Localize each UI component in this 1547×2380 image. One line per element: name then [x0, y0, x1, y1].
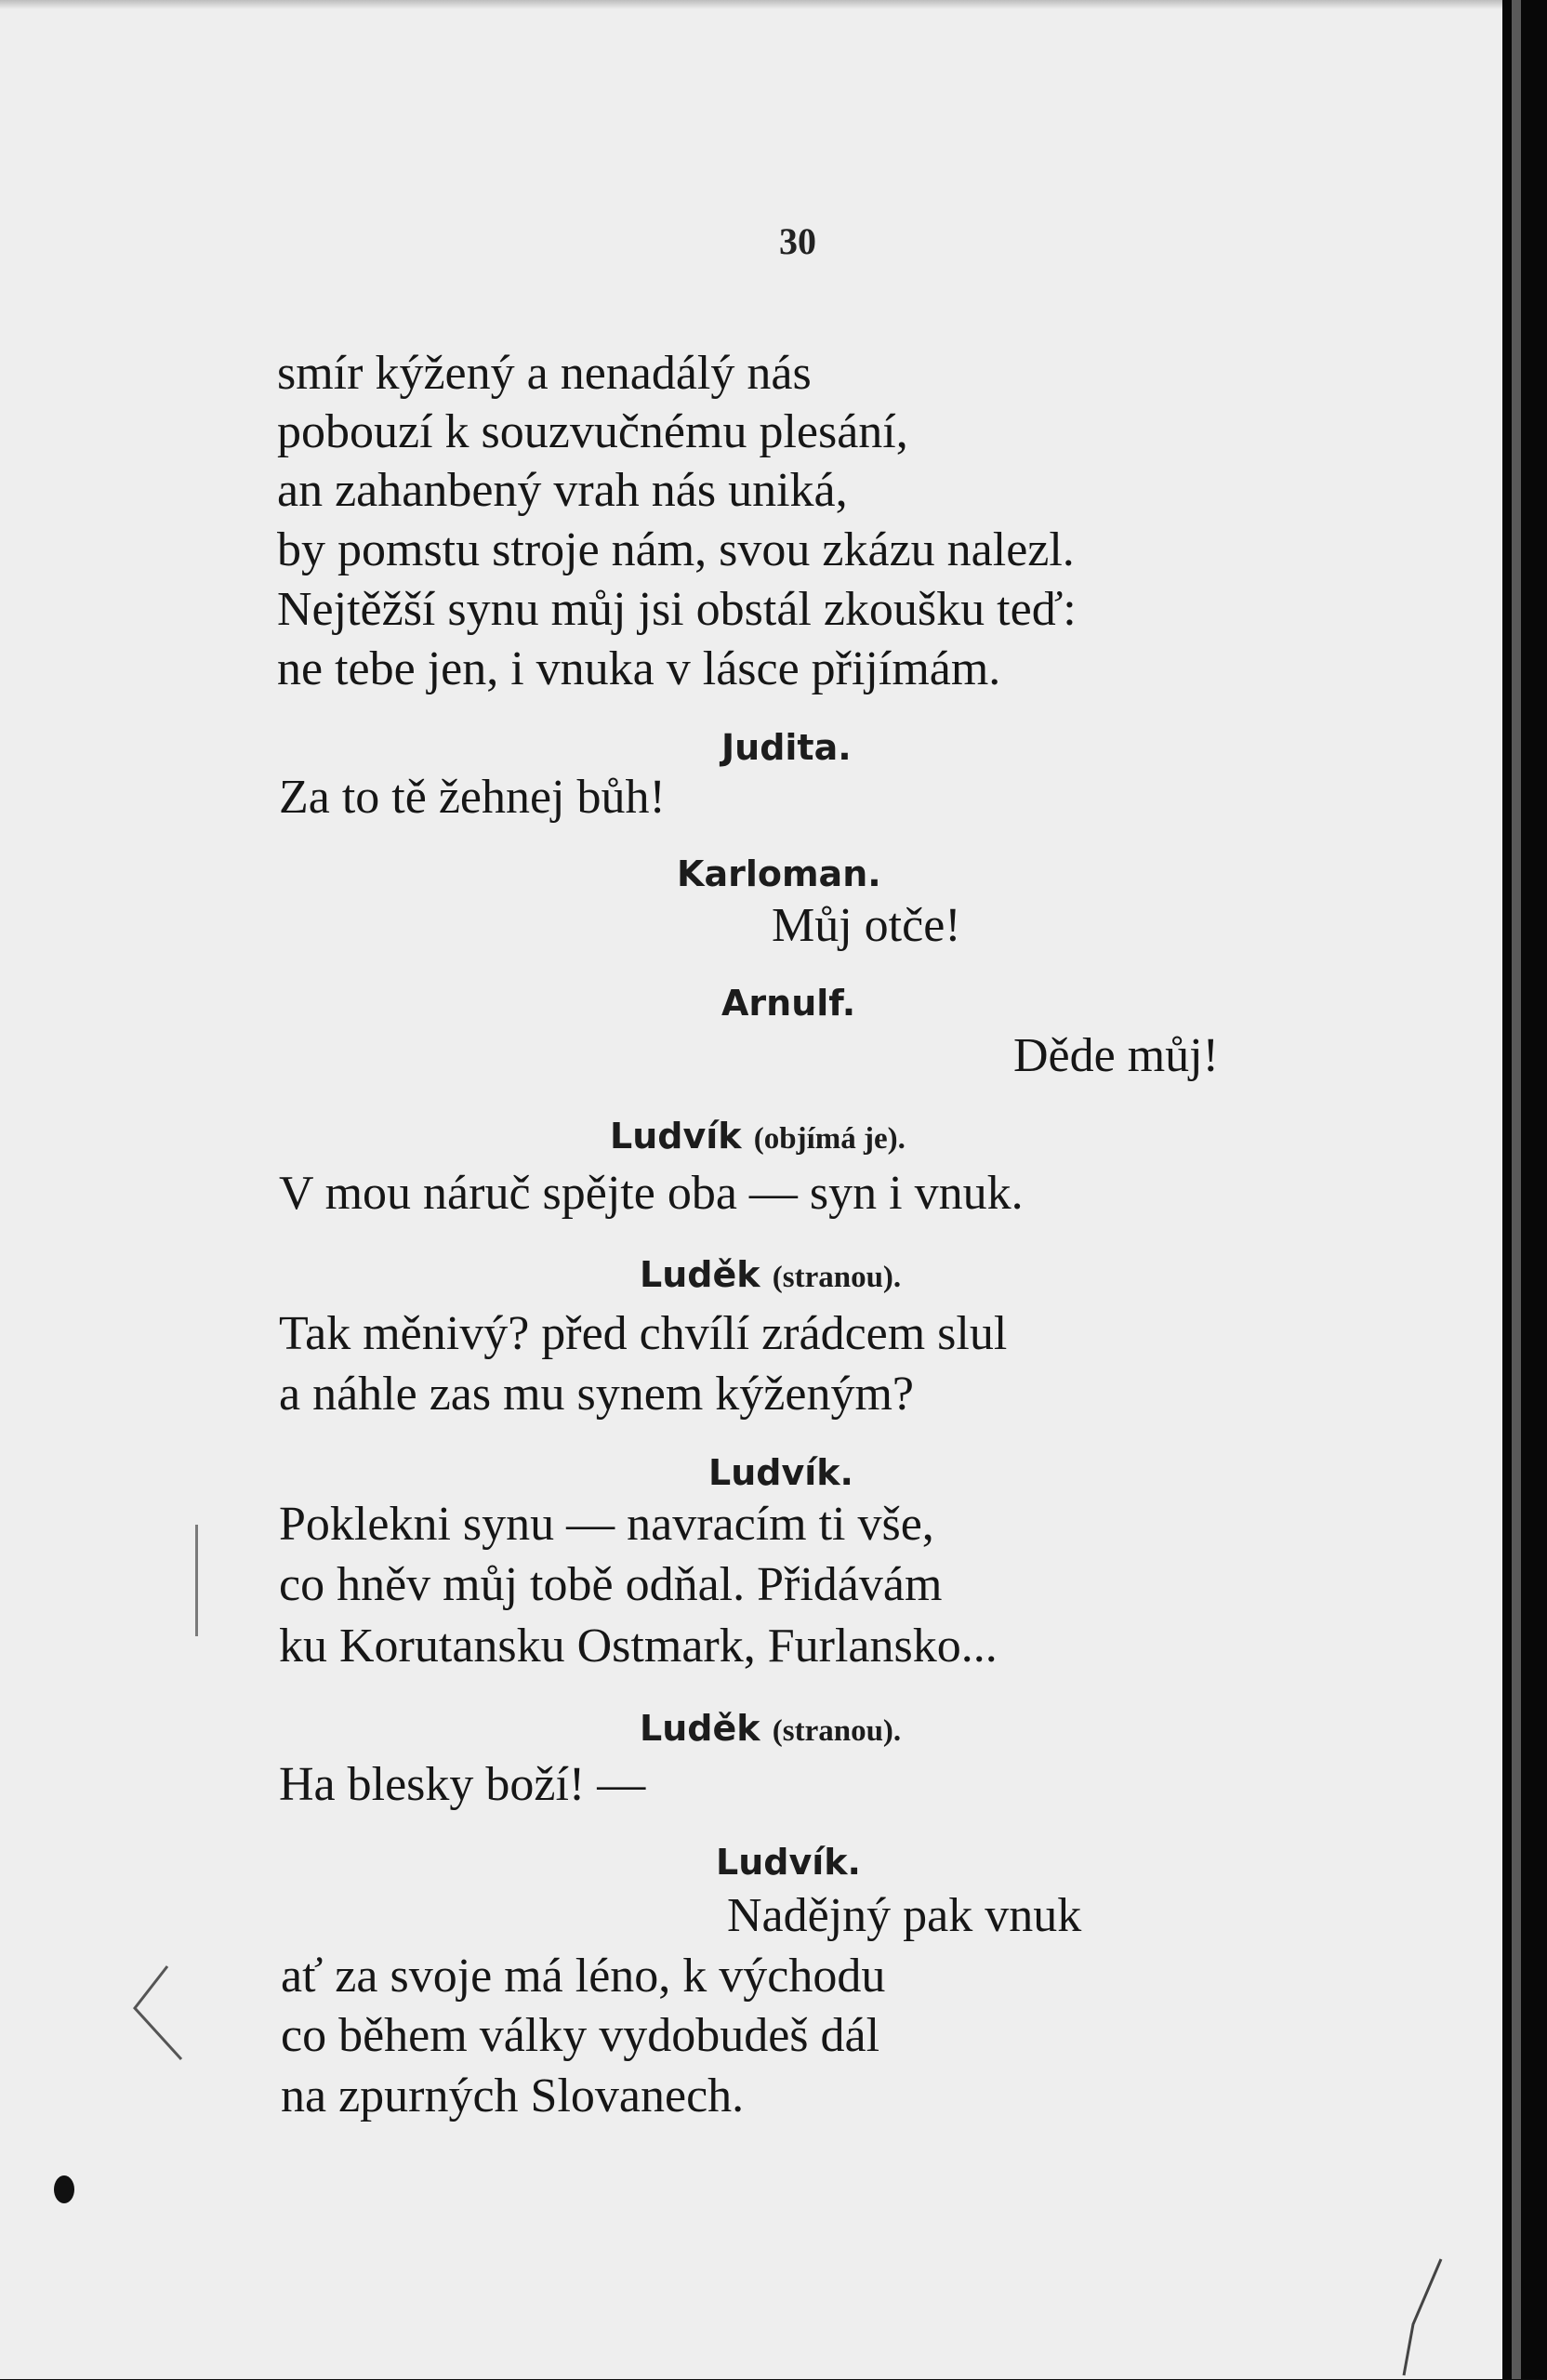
stage-direction: (stranou). [772, 1261, 902, 1294]
stage-direction: (objímá je). [753, 1122, 906, 1156]
verse-line: ku Korutansku Ostmark, Furlansko... [279, 1620, 998, 1673]
verse-line: smír kýžený a nenadálý nás [277, 347, 812, 400]
speaker-ludek [640, 1708, 902, 1749]
speaker-ludvik [708, 1452, 853, 1493]
verse-line: by pomstu stroje nám, svou zkázu nalezl. [277, 523, 1075, 576]
speaker-name: Ludvík. [708, 1452, 853, 1493]
verse-line: co během války vydobudeš dál [281, 2009, 880, 2062]
verse-line: Nejtěžší synu můj jsi obstál zkoušku teď: [277, 583, 1077, 636]
speaker-name: Luděk [640, 1708, 760, 1749]
verse-line: an zahanbený vrah nás uniká, [277, 464, 848, 517]
speaker-ludek [640, 1254, 902, 1295]
speaker-name: Ludvík. [716, 1842, 861, 1883]
speaker-name: Arnulf. [721, 983, 856, 1024]
verse-line: Za to tě žehnej bůh! [279, 771, 666, 824]
scan-mark [195, 1525, 198, 1636]
verse-line: V mou náruč spějte oba — syn i vnuk. [279, 1167, 1024, 1220]
speaker-ludvik [716, 1842, 861, 1883]
verse-line: Tak měnivý? před chvílí zrádcem slul [279, 1307, 1008, 1360]
verse-line: a náhle zas mu synem kýženým? [279, 1368, 914, 1421]
verse-line: Poklekni synu — navracím ti vše, [279, 1498, 934, 1551]
verse-line: ať za svoje má léno, k východu [281, 1950, 886, 2003]
stage-direction: (stranou). [772, 1714, 902, 1748]
speaker-arnulf [721, 983, 856, 1024]
speaker-name: Ludvík [610, 1116, 742, 1157]
speaker-name: Luděk [640, 1254, 760, 1295]
verse-line: na zpurných Slovanech. [281, 2069, 745, 2122]
verse-line: Děde můj! [1013, 1029, 1219, 1082]
verse-line: Ha blesky boží! — [279, 1758, 646, 1811]
page-number: 30 [779, 220, 816, 262]
speaker-name: Judita. [721, 727, 852, 768]
verse-line: Nadějný pak vnuk [727, 1889, 1082, 1942]
speaker-judita [721, 727, 852, 768]
verse-line: ne tebe jen, i vnuka v lásce přijímám. [277, 642, 1001, 695]
verse-line: pobouzí k souzvučnému plesání, [277, 405, 908, 458]
speaker-ludvik [610, 1118, 906, 1155]
speaker-name: Karloman. [677, 853, 881, 894]
scan-mark [130, 1962, 195, 2064]
verse-line: co hněv můj tobě odňal. Přidávám [279, 1558, 943, 1611]
speaker-karloman [677, 853, 881, 894]
scan-mark [1385, 2250, 1460, 2380]
verse-line: Můj otče! [772, 899, 961, 952]
page-right-edge [1502, 0, 1547, 2379]
page-binding-strip [1512, 0, 1521, 2379]
page-top-edge [0, 0, 1502, 9]
scan-mark [54, 2175, 74, 2203]
